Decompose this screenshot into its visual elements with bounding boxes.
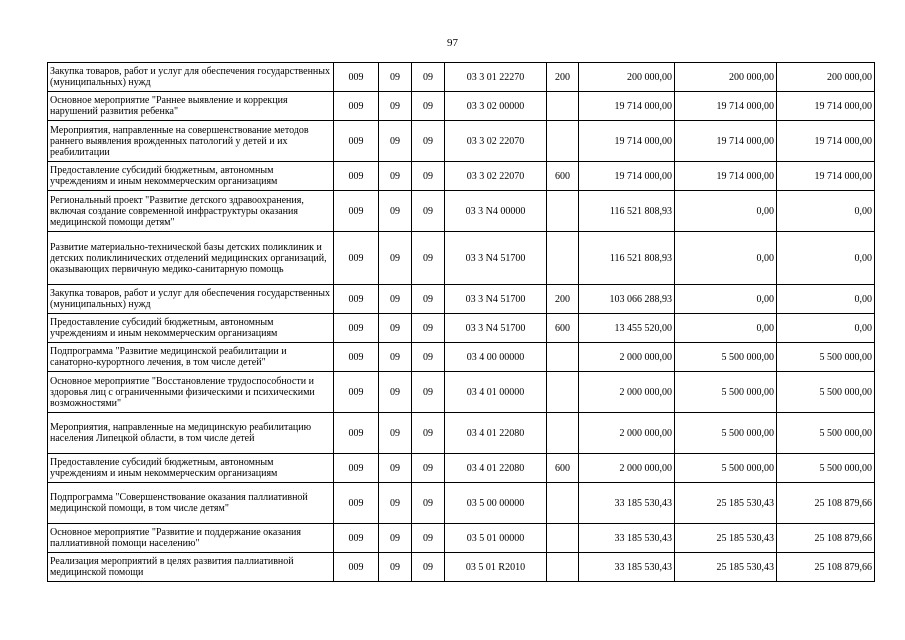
- section-code-cell: 09: [379, 483, 412, 524]
- section-code-cell: 09: [379, 553, 412, 582]
- expense-type-cell: [547, 92, 579, 121]
- amount-year2-cell: 200 000,00: [675, 63, 777, 92]
- expense-name-cell: Развитие материально-технической базы детских поликлиник и детских поликлинических отделений медицинских организаций, оказывающих первичную медико-санитарную помощь: [48, 232, 334, 285]
- amount-year2-cell: 19 714 000,00: [675, 162, 777, 191]
- amount-year1-cell: 33 185 530,43: [579, 553, 675, 582]
- expense-type-cell: [547, 413, 579, 454]
- table-row: [48, 454, 875, 483]
- expense-type-cell: [547, 191, 579, 232]
- expense-name-cell: Предоставление субсидий бюджетным, автономным учреждениям и иным некоммерческим организациям: [48, 162, 334, 191]
- amount-year2-cell: 5 500 000,00: [675, 343, 777, 372]
- section-code-cell: 09: [379, 92, 412, 121]
- amount-year2-cell: 5 500 000,00: [675, 454, 777, 483]
- expense-name-cell: Мероприятия, направленные на медицинскую реабилитацию населения Липецкой области, в том числе детей: [48, 413, 334, 454]
- table-row: [48, 232, 875, 285]
- grbs-code-cell: 009: [334, 483, 379, 524]
- subsection-code-cell: 09: [412, 343, 445, 372]
- section-code-cell: 09: [379, 121, 412, 162]
- subsection-code-cell: 09: [412, 191, 445, 232]
- expense-type-cell: [547, 553, 579, 582]
- section-code-cell: 09: [379, 372, 412, 413]
- table-row: [48, 524, 875, 553]
- amount-year3-cell: 0,00: [777, 314, 875, 343]
- amount-year3-cell: 5 500 000,00: [777, 413, 875, 454]
- expense-type-cell: [547, 524, 579, 553]
- amount-year3-cell: 19 714 000,00: [777, 92, 875, 121]
- amount-year3-cell: 5 500 000,00: [777, 372, 875, 413]
- amount-year2-cell: 25 185 530,43: [675, 553, 777, 582]
- expense-name-cell: Предоставление субсидий бюджетным, автономным учреждениям и иным некоммерческим организациям: [48, 454, 334, 483]
- expense-name-cell: Региональный проект "Развитие детского здравоохранения, включая создание современной инфраструктуры оказания медицинской помощи детям": [48, 191, 334, 232]
- expense-type-cell: [547, 343, 579, 372]
- amount-year2-cell: 0,00: [675, 285, 777, 314]
- subsection-code-cell: 09: [412, 454, 445, 483]
- subsection-code-cell: 09: [412, 232, 445, 285]
- grbs-code-cell: 009: [334, 314, 379, 343]
- section-code-cell: 09: [379, 63, 412, 92]
- table-row: [48, 63, 875, 92]
- target-article-cell: 03 4 01 22080: [445, 413, 547, 454]
- subsection-code-cell: 09: [412, 372, 445, 413]
- amount-year3-cell: 0,00: [777, 191, 875, 232]
- table-row: [48, 92, 875, 121]
- amount-year3-cell: 19 714 000,00: [777, 162, 875, 191]
- amount-year3-cell: 25 108 879,66: [777, 524, 875, 553]
- grbs-code-cell: 009: [334, 524, 379, 553]
- subsection-code-cell: 09: [412, 121, 445, 162]
- table-row: [48, 483, 875, 524]
- table-row: [48, 162, 875, 191]
- grbs-code-cell: 009: [334, 343, 379, 372]
- budget-table: [47, 62, 875, 582]
- section-code-cell: 09: [379, 191, 412, 232]
- expense-type-cell: 600: [547, 314, 579, 343]
- grbs-code-cell: 009: [334, 553, 379, 582]
- amount-year3-cell: 200 000,00: [777, 63, 875, 92]
- target-article-cell: 03 3 N4 51700: [445, 232, 547, 285]
- target-article-cell: 03 3 01 22270: [445, 63, 547, 92]
- expense-type-cell: [547, 372, 579, 413]
- expense-name-cell: Мероприятия, направленные на совершенствование методов раннего выявления врожденных патологий у детей и их реабилитации: [48, 121, 334, 162]
- grbs-code-cell: 009: [334, 191, 379, 232]
- expense-name-cell: Реализация мероприятий в целях развития паллиативной медицинской помощи: [48, 553, 334, 582]
- amount-year2-cell: 0,00: [675, 314, 777, 343]
- amount-year1-cell: 103 066 288,93: [579, 285, 675, 314]
- grbs-code-cell: 009: [334, 162, 379, 191]
- amount-year1-cell: 33 185 530,43: [579, 483, 675, 524]
- table-row: [48, 413, 875, 454]
- target-article-cell: 03 3 N4 51700: [445, 314, 547, 343]
- expense-name-cell: Предоставление субсидий бюджетным, автономным учреждениям и иным некоммерческим организациям: [48, 314, 334, 343]
- expense-type-cell: 200: [547, 285, 579, 314]
- target-article-cell: 03 5 00 00000: [445, 483, 547, 524]
- expense-type-cell: 600: [547, 162, 579, 191]
- table-row: [48, 372, 875, 413]
- table-row: [48, 553, 875, 582]
- amount-year3-cell: 25 108 879,66: [777, 483, 875, 524]
- amount-year3-cell: 5 500 000,00: [777, 454, 875, 483]
- amount-year1-cell: 116 521 808,93: [579, 191, 675, 232]
- expense-type-cell: [547, 483, 579, 524]
- section-code-cell: 09: [379, 285, 412, 314]
- target-article-cell: 03 4 00 00000: [445, 343, 547, 372]
- expense-name-cell: Закупка товаров, работ и услуг для обеспечения государственных (муниципальных) нужд: [48, 63, 334, 92]
- table-row: [48, 285, 875, 314]
- grbs-code-cell: 009: [334, 232, 379, 285]
- target-article-cell: 03 5 01 00000: [445, 524, 547, 553]
- amount-year1-cell: 19 714 000,00: [579, 121, 675, 162]
- grbs-code-cell: 009: [334, 121, 379, 162]
- amount-year2-cell: 5 500 000,00: [675, 413, 777, 454]
- amount-year3-cell: 19 714 000,00: [777, 121, 875, 162]
- subsection-code-cell: 09: [412, 63, 445, 92]
- expense-type-cell: 200: [547, 63, 579, 92]
- amount-year1-cell: 19 714 000,00: [579, 92, 675, 121]
- subsection-code-cell: 09: [412, 524, 445, 553]
- subsection-code-cell: 09: [412, 92, 445, 121]
- amount-year2-cell: 5 500 000,00: [675, 372, 777, 413]
- subsection-code-cell: 09: [412, 285, 445, 314]
- subsection-code-cell: 09: [412, 314, 445, 343]
- section-code-cell: 09: [379, 162, 412, 191]
- expense-type-cell: [547, 121, 579, 162]
- expense-name-cell: Подпрограмма "Развитие медицинской реабилитации и санаторно-курортного лечения, в том числе детей": [48, 343, 334, 372]
- section-code-cell: 09: [379, 413, 412, 454]
- amount-year1-cell: 2 000 000,00: [579, 343, 675, 372]
- amount-year1-cell: 200 000,00: [579, 63, 675, 92]
- grbs-code-cell: 009: [334, 413, 379, 454]
- amount-year2-cell: 25 185 530,43: [675, 483, 777, 524]
- amount-year1-cell: 2 000 000,00: [579, 372, 675, 413]
- table-row: [48, 121, 875, 162]
- amount-year2-cell: 25 185 530,43: [675, 524, 777, 553]
- grbs-code-cell: 009: [334, 92, 379, 121]
- amount-year2-cell: 0,00: [675, 191, 777, 232]
- table-row: [48, 191, 875, 232]
- subsection-code-cell: 09: [412, 483, 445, 524]
- expense-name-cell: Подпрограмма "Совершенствование оказания паллиативной медицинской помощи, в том числе детям": [48, 483, 334, 524]
- amount-year1-cell: 116 521 808,93: [579, 232, 675, 285]
- amount-year1-cell: 2 000 000,00: [579, 454, 675, 483]
- subsection-code-cell: 09: [412, 162, 445, 191]
- amount-year1-cell: 33 185 530,43: [579, 524, 675, 553]
- expense-name-cell: Основное мероприятие "Развитие и поддержание оказания паллиативной помощи населению": [48, 524, 334, 553]
- target-article-cell: 03 3 02 22070: [445, 121, 547, 162]
- amount-year3-cell: 0,00: [777, 232, 875, 285]
- amount-year1-cell: 13 455 520,00: [579, 314, 675, 343]
- amount-year2-cell: 19 714 000,00: [675, 121, 777, 162]
- section-code-cell: 09: [379, 343, 412, 372]
- amount-year3-cell: 25 108 879,66: [777, 553, 875, 582]
- expense-type-cell: [547, 232, 579, 285]
- amount-year2-cell: 0,00: [675, 232, 777, 285]
- expense-type-cell: 600: [547, 454, 579, 483]
- amount-year1-cell: 2 000 000,00: [579, 413, 675, 454]
- grbs-code-cell: 009: [334, 454, 379, 483]
- expense-name-cell: Закупка товаров, работ и услуг для обеспечения государственных (муниципальных) нужд: [48, 285, 334, 314]
- target-article-cell: 03 5 01 R2010: [445, 553, 547, 582]
- subsection-code-cell: 09: [412, 553, 445, 582]
- target-article-cell: 03 4 01 00000: [445, 372, 547, 413]
- section-code-cell: 09: [379, 454, 412, 483]
- table-row: [48, 343, 875, 372]
- grbs-code-cell: 009: [334, 285, 379, 314]
- target-article-cell: 03 3 N4 51700: [445, 285, 547, 314]
- expense-name-cell: Основное мероприятие "Раннее выявление и коррекция нарушений развития ребенка": [48, 92, 334, 121]
- amount-year1-cell: 19 714 000,00: [579, 162, 675, 191]
- target-article-cell: 03 3 02 00000: [445, 92, 547, 121]
- target-article-cell: 03 3 02 22070: [445, 162, 547, 191]
- section-code-cell: 09: [379, 314, 412, 343]
- subsection-code-cell: 09: [412, 413, 445, 454]
- grbs-code-cell: 009: [334, 63, 379, 92]
- section-code-cell: 09: [379, 232, 412, 285]
- target-article-cell: 03 3 N4 00000: [445, 191, 547, 232]
- table-row: [48, 314, 875, 343]
- amount-year3-cell: 0,00: [777, 285, 875, 314]
- grbs-code-cell: 009: [334, 372, 379, 413]
- page-number: 97: [447, 37, 458, 49]
- amount-year2-cell: 19 714 000,00: [675, 92, 777, 121]
- amount-year3-cell: 5 500 000,00: [777, 343, 875, 372]
- target-article-cell: 03 4 01 22080: [445, 454, 547, 483]
- expense-name-cell: Основное мероприятие "Восстановление трудоспособности и здоровья лиц с ограниченными физическими и психическими возможностями": [48, 372, 334, 413]
- section-code-cell: 09: [379, 524, 412, 553]
